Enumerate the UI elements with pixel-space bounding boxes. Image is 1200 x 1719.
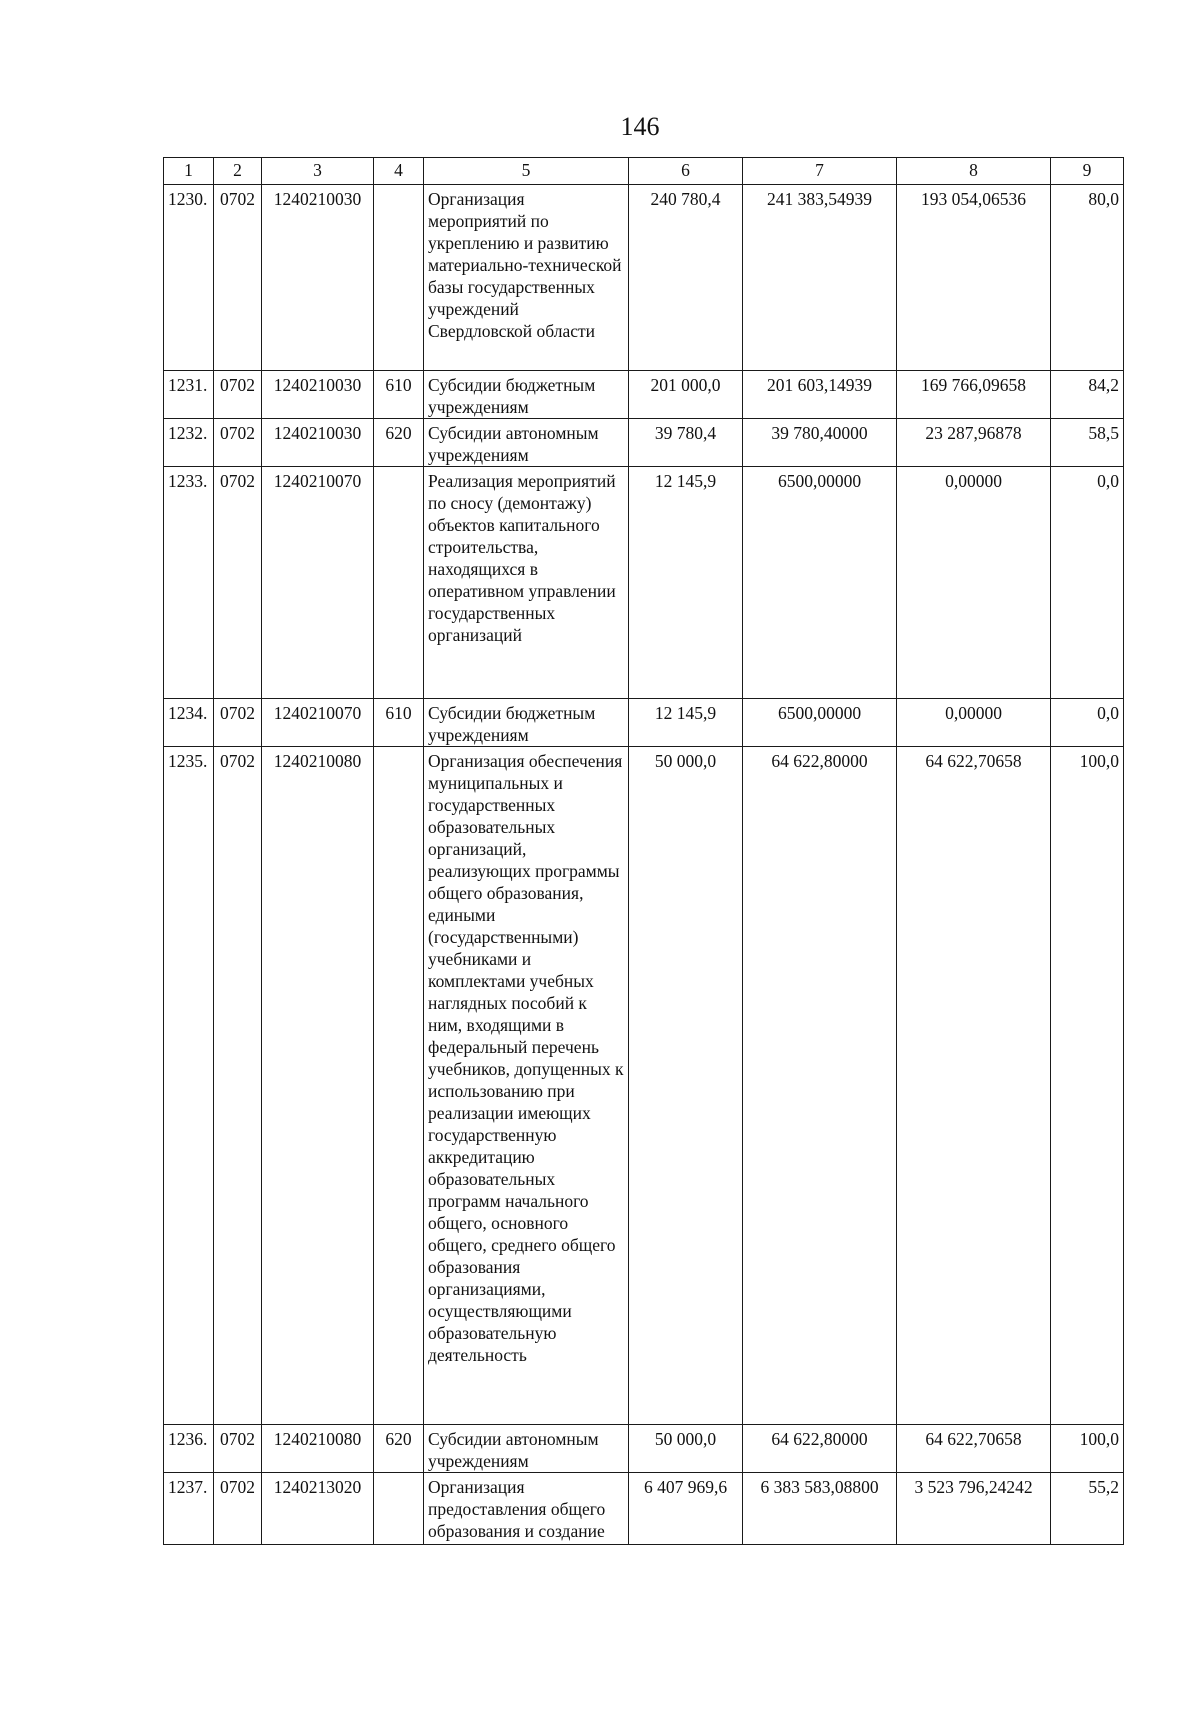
table-row — [164, 747, 1124, 1425]
section-code: 0702 — [214, 1425, 262, 1473]
section-code: 0702 — [214, 747, 262, 1425]
approved-amount: 12 145,9 — [629, 467, 743, 699]
row-number: 1230. — [164, 185, 214, 371]
item-name: Субсидии автономным учреждениям — [424, 419, 629, 467]
execution-percent: 80,0 — [1051, 185, 1124, 371]
table-row — [164, 185, 1124, 371]
item-name: Субсидии бюджетным учреждениям — [424, 371, 629, 419]
item-name: Организация предоставления общего образования и создание — [424, 1473, 629, 1545]
target-article-code: 1240210080 — [262, 747, 374, 1425]
column-header: 8 — [897, 158, 1051, 185]
executed-amount: 169 766,09658 — [897, 371, 1051, 419]
approved-amount: 6 407 969,6 — [629, 1473, 743, 1545]
approved-amount: 50 000,0 — [629, 1425, 743, 1473]
target-article-code: 1240210080 — [262, 1425, 374, 1473]
target-article-code: 1240210070 — [262, 467, 374, 699]
execution-percent: 55,2 — [1051, 1473, 1124, 1545]
section-code: 0702 — [214, 419, 262, 467]
section-code: 0702 — [214, 185, 262, 371]
executed-amount: 64 622,70658 — [897, 747, 1051, 1425]
budget-table — [163, 157, 1124, 1545]
column-header: 6 — [629, 158, 743, 185]
row-number: 1236. — [164, 1425, 214, 1473]
expense-type-code — [374, 747, 424, 1425]
expense-type-code: 610 — [374, 371, 424, 419]
approved-amount: 240 780,4 — [629, 185, 743, 371]
item-name: Субсидии бюджетным учреждениям — [424, 699, 629, 747]
budget-amount: 6500,00000 — [743, 467, 897, 699]
page-number: 146 — [620, 112, 660, 141]
column-header: 4 — [374, 158, 424, 185]
budget-amount: 64 622,80000 — [743, 1425, 897, 1473]
expense-type-code: 620 — [374, 1425, 424, 1473]
execution-percent: 0,0 — [1051, 467, 1124, 699]
expense-type-code — [374, 467, 424, 699]
execution-percent: 100,0 — [1051, 1425, 1124, 1473]
row-number: 1231. — [164, 371, 214, 419]
budget-amount: 64 622,80000 — [743, 747, 897, 1425]
table-row — [164, 371, 1124, 419]
row-number: 1234. — [164, 699, 214, 747]
budget-amount: 241 383,54939 — [743, 185, 897, 371]
item-name: Субсидии автономным учреждениям — [424, 1425, 629, 1473]
approved-amount: 201 000,0 — [629, 371, 743, 419]
column-header: 5 — [424, 158, 629, 185]
row-number: 1233. — [164, 467, 214, 699]
budget-amount: 201 603,14939 — [743, 371, 897, 419]
column-header: 2 — [214, 158, 262, 185]
execution-percent: 100,0 — [1051, 747, 1124, 1425]
table-row — [164, 419, 1124, 467]
section-code: 0702 — [214, 371, 262, 419]
budget-amount: 6500,00000 — [743, 699, 897, 747]
executed-amount: 23 287,96878 — [897, 419, 1051, 467]
column-header: 7 — [743, 158, 897, 185]
table-row — [164, 699, 1124, 747]
section-code: 0702 — [214, 1473, 262, 1545]
expense-type-code — [374, 1473, 424, 1545]
target-article-code: 1240213020 — [262, 1473, 374, 1545]
table-body — [164, 185, 1124, 1545]
item-name: Организация обеспечения муниципальных и государственных образовательных организаций, реализующих программы общего образования, едиными (государственными) учебниками и комплектами учебных наглядных пособий к ним, входящими в федеральный перечень учебников, допущенных к использованию при реализации имеющих государственную аккредитацию образовательных программ начального общего, основного общего, среднего общего образования организациями, осуществляющими образовательную деятельность — [424, 747, 629, 1425]
row-number: 1235. — [164, 747, 214, 1425]
expense-type-code: 620 — [374, 419, 424, 467]
executed-amount: 193 054,06536 — [897, 185, 1051, 371]
target-article-code: 1240210030 — [262, 371, 374, 419]
table-header — [164, 158, 1124, 185]
target-article-code: 1240210070 — [262, 699, 374, 747]
expense-type-code: 610 — [374, 699, 424, 747]
target-article-code: 1240210030 — [262, 185, 374, 371]
approved-amount: 12 145,9 — [629, 699, 743, 747]
approved-amount: 39 780,4 — [629, 419, 743, 467]
section-code: 0702 — [214, 699, 262, 747]
row-number: 1232. — [164, 419, 214, 467]
executed-amount: 0,00000 — [897, 467, 1051, 699]
approved-amount: 50 000,0 — [629, 747, 743, 1425]
budget-amount: 6 383 583,08800 — [743, 1473, 897, 1545]
column-header: 9 — [1051, 158, 1124, 185]
table-row — [164, 1473, 1124, 1545]
row-number: 1237. — [164, 1473, 214, 1545]
execution-percent: 84,2 — [1051, 371, 1124, 419]
executed-amount: 3 523 796,24242 — [897, 1473, 1051, 1545]
column-header: 3 — [262, 158, 374, 185]
item-name: Организация мероприятий по укреплению и развитию материально-технической базы государственных учреждений Свердловской области — [424, 185, 629, 371]
expense-type-code — [374, 185, 424, 371]
executed-amount: 64 622,70658 — [897, 1425, 1051, 1473]
budget-amount: 39 780,40000 — [743, 419, 897, 467]
item-name: Реализация мероприятий по сносу (демонтажу) объектов капитального строительства, находящихся в оперативном управлении государственных организаций — [424, 467, 629, 699]
table-row — [164, 1425, 1124, 1473]
target-article-code: 1240210030 — [262, 419, 374, 467]
executed-amount: 0,00000 — [897, 699, 1051, 747]
execution-percent: 0,0 — [1051, 699, 1124, 747]
execution-percent: 58,5 — [1051, 419, 1124, 467]
column-header: 1 — [164, 158, 214, 185]
section-code: 0702 — [214, 467, 262, 699]
table-row — [164, 467, 1124, 699]
header-row — [164, 158, 1124, 185]
